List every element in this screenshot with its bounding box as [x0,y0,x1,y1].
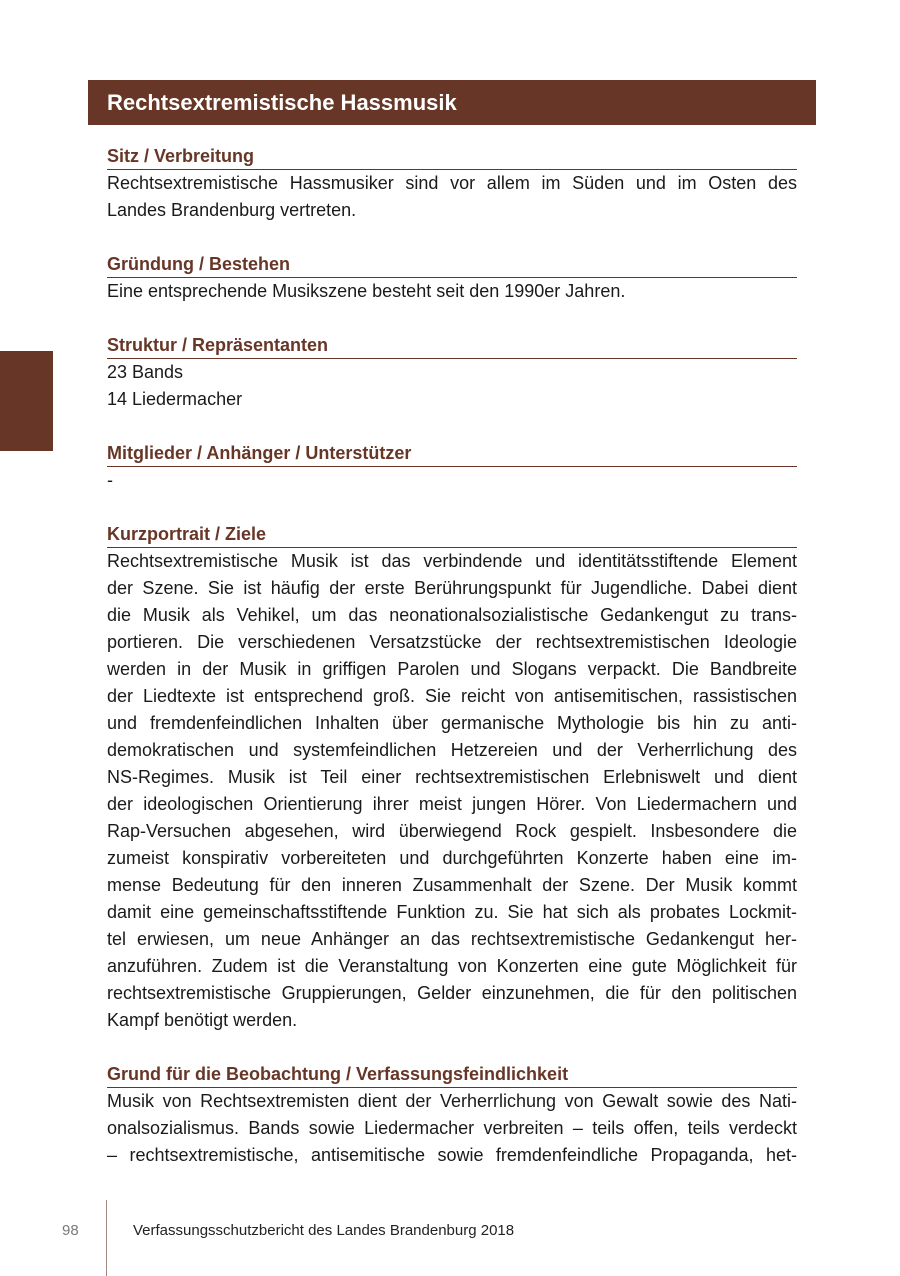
body-text-line: damit eine gemeinschaftsstiftende Funktion zu. Sie hat sich als probates Lockmit- [107,902,797,922]
body-text-line: anzuführen. Zudem ist die Veranstaltung von Konzerten eine gute Möglichkeit für [107,956,797,976]
body-text-line: NS-Regimes. Musik ist Teil einer rechtsextremistischen Erlebniswelt und dient [107,767,797,787]
body-text-line: – rechtsextremistische, antisemitische sowie fremdenfeindliche Propaganda, het- [107,1145,797,1165]
body-text-line: Rap-Versuchen abgesehen, wird überwiegend Rock gespielt. Insbesondere die [107,821,797,841]
chapter-side-tab [0,351,53,451]
body-text-line: Kampf benötigt werden. [107,1010,298,1030]
document-body [107,143,797,1196]
footer-publication-title: Verfassungsschutzbericht des Landes Brandenburg 2018 [133,1222,515,1239]
footer-divider [106,1200,107,1276]
body-text-line: rechtsextremistische Gruppierungen, Gelder einzunehmen, die für den politischen [107,983,797,1003]
section-heading: Kurzportrait / Ziele [107,521,797,548]
body-text-line: Musik von Rechtsextremisten dient der Verherrlichung von Gewalt sowie des Nati- [107,1091,797,1111]
body-text-line: onalsozialismus. Bands sowie Liedermacher verbreiten – teils offen, teils verdeckt [107,1118,797,1138]
section [107,332,797,413]
body-text-line: Landes Brandenburg vertreten. [107,200,357,220]
body-text-line: Eine entsprechende Musikszene besteht seit den 1990er Jahren. [107,281,626,301]
body-text-line: der Szene. Sie ist häufig der erste Berührungspunkt für Jugendliche. Dabei dient [107,578,797,598]
body-text-line: und fremdenfeindlichen Inhalten über germanische Mythologie bis hin zu anti- [107,713,797,733]
body-text-line: zumeist konspirativ vorbereiteten und durchgeführten Konzerte haben eine im- [107,848,797,868]
chapter-title: Rechtsextremistische Hassmusik [88,80,816,125]
section [107,251,797,305]
body-text-line: demokratischen und systemfeindlichen Hetzereien und der Verherrlichung des [107,740,797,760]
page-number: 98 [62,1222,79,1239]
body-text-line: mense Bedeutung für den inneren Zusammenhalt der Szene. Der Musik kommt [107,875,797,895]
section [107,143,797,224]
body-text-line: 23 Bands [107,362,184,382]
body-text-line: portieren. Die verschiedenen Versatzstücke der rechtsextremistischen Ideologie [107,632,797,652]
section-heading: Sitz / Verbreitung [107,143,797,170]
body-text-line: 14 Liedermacher [107,389,243,409]
section-heading: Mitglieder / Anhänger / Unterstützer [107,440,797,467]
body-text-line: Rechtsextremistische Musik ist das verbindende und identitätsstiftende Element [107,551,797,571]
section [107,1061,797,1169]
section [107,440,797,494]
body-text-line: der ideologischen Orientierung ihrer meist jungen Hörer. Von Liedermachern und [107,794,797,814]
body-text-line: der Liedtexte ist entsprechend groß. Sie reicht von antisemitischen, rassistischen [107,686,797,706]
body-text-line: Rechtsextremistische Hassmusiker sind vor allem im Süden und im Osten des [107,173,797,193]
body-text-line: werden in der Musik in griffigen Parolen und Slogans verpackt. Die Bandbreite [107,659,797,679]
body-text-line: tel erwiesen, um neue Anhänger an das rechtsextremistische Gedankengut her- [107,929,797,949]
section-heading: Gründung / Bestehen [107,251,797,278]
section-heading: Grund für die Beobachtung / Verfassungsfeindlichkeit [107,1061,797,1088]
section [107,521,797,1034]
body-text-line: - [107,470,113,490]
section-heading: Struktur / Repräsentanten [107,332,797,359]
body-text-line: die Musik als Vehikel, um das neonationalsozialistische Gedankengut zu trans- [107,605,797,625]
